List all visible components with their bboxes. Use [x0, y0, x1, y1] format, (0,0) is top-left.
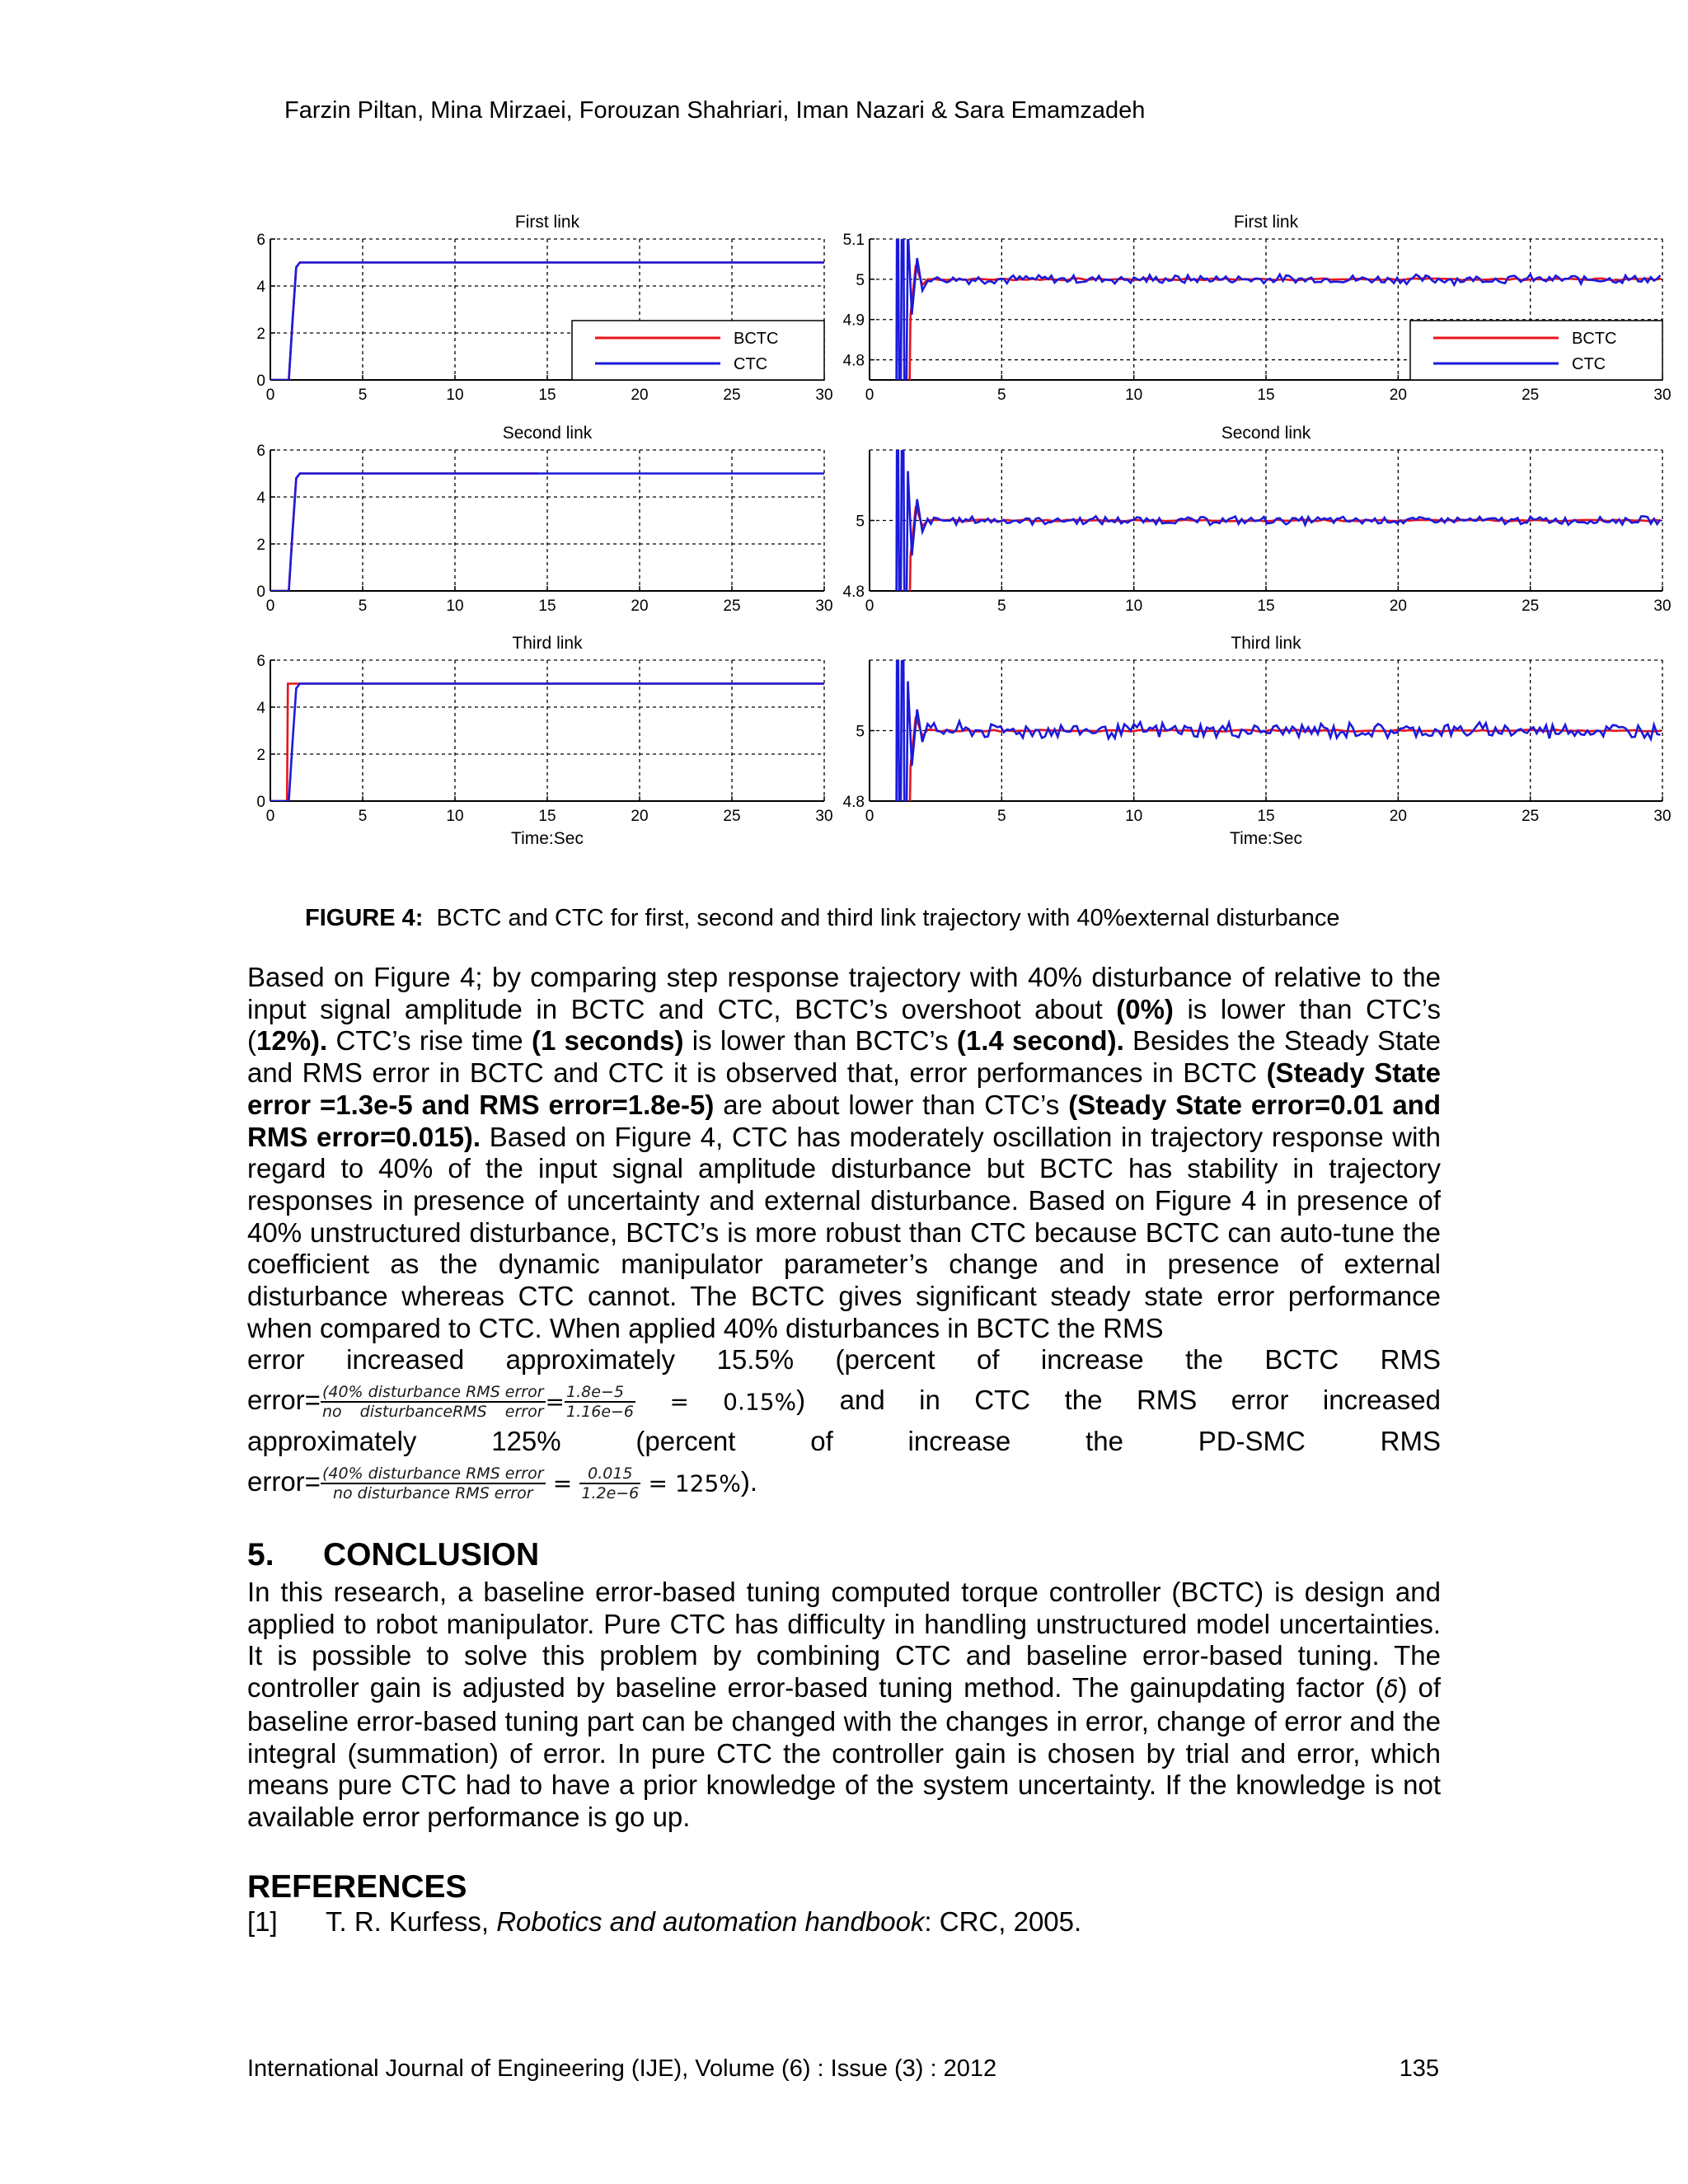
x-tick-label: 0 [865, 598, 874, 615]
x-tick-label: 15 [538, 387, 556, 404]
x-tick-label: 30 [1653, 808, 1672, 825]
results-paragraph: Based on Figure 4; by comparing step response trajectory with 40% disturbance of relative to the input signal amplitude in BCTC and CTC, BCTC’s overshoot about (0%) is lower than CTC’s (12%). CTC’s rise time (1 seconds) is lower than BCTC’s (1.4 second). Besides the Steady State and RMS error in BCTC and CTC it is observed that, error performances in BCTC (Steady State error =1.3e-5 and RMS error=1.8e-5) are about lower than CTC’s (Steady State error=0.01 and RMS error=0.015). Based on Figure 4, CTC has moderately oscillation in trajectory response with regard to 40% of the input signal amplitude disturbance but BCTC has stability in trajectory responses in presence of uncertainty and external disturbance. Based on Figure 4 in presence of 40% unstructured disturbance, BCTC’s is more robust than CTC because BCTC can auto-tune the coefficient as the dynamic manipulator parameter’s change and in presence of external disturbance whereas CTC cannot. The BCTC gives significant steady state error performance when compared to CTC. When applied 40% disturbances in BCTC the RMS error increased approximately 15.5% (percent of increase the BCTC RMS error= $\frac{\text{(40\% disturbance RMS error}}{\text{no disturbanceRMS error}}$ = $\frac{1.8e-5}{1.16e-6}$ = 0.15%) and in CTC the RMS error increased approximately 125% (percent of increase the PD-SMC RMS error= $\frac{\text{(40\% disturbance RMS error}}{\text{no disturbance RMS error}}$ = $\frac{0.015}{1.2e-6}$ = 125%). [247, 962, 1441, 1507]
fraction-2a: $\frac{\text{(40\% disturbance RMS error}}{\text{no disturbance RMS error}}$ [321, 1465, 544, 1503]
y-tick-label: 4 [256, 700, 265, 717]
x-tick-label: 30 [815, 387, 833, 404]
y-tick-label: 4 [256, 279, 265, 296]
x-tick-label: 5 [997, 808, 1006, 825]
series-line-ctc [870, 98, 1660, 521]
y-tick-label: 0 [256, 583, 265, 601]
x-tick-label: 25 [1522, 808, 1540, 825]
rms-equation-2: error= $\frac{\text{(40\% disturbance RMS error}}{\text{no disturbance RMS error}}$ = $\frac{0.015}{1.2e-6}$ = 125%). [247, 1465, 758, 1503]
series-group [870, 98, 1661, 521]
y-tick-label: 2 [256, 537, 265, 554]
x-axis-label: Time:Sec [511, 829, 584, 848]
x-tick-label: 15 [538, 598, 556, 615]
x-axis-label: Time:Sec [1230, 829, 1302, 848]
reference-item: [1] T. R. Kurfess, Robotics and automation handbook: CRC, 2005. [247, 1906, 1082, 1937]
delta-symbol: δ [1384, 1675, 1399, 1704]
x-tick-label: 5 [358, 598, 368, 615]
series-line-bctc [870, 506, 1661, 732]
footer-journal: International Journal of Engineering (IJE), Volume (6) : Issue (3) : 2012 [247, 2055, 997, 2082]
y-tick-label: 4.8 [842, 352, 865, 370]
x-tick-label: 10 [446, 808, 464, 825]
y-tick-label: 2 [256, 747, 265, 764]
x-tick-label: 0 [265, 387, 275, 404]
y-tick-label: 0 [256, 373, 265, 390]
legend-label-ctc: CTC [1572, 355, 1606, 373]
section-heading-conclusion: 5. CONCLUSION [247, 1537, 540, 1572]
chart-title: Third link [512, 634, 583, 653]
chart-panel-right-bottom [843, 519, 1672, 942]
figure-4 [239, 198, 1672, 857]
legend-box [572, 321, 824, 380]
figure-caption [305, 905, 1340, 932]
chart-panel-left-middle [256, 424, 832, 615]
legend-box [1410, 321, 1662, 380]
chart-title: Third link [1231, 634, 1301, 653]
x-tick-label: 0 [265, 808, 275, 825]
x-tick-label: 20 [1389, 808, 1407, 825]
x-tick-label: 10 [446, 387, 464, 404]
y-tick-label: 5 [856, 513, 865, 531]
rms-line-b: approximately 125% (percent of increase the PD-SMC RMS [247, 1426, 1441, 1457]
x-tick-label: 25 [1522, 598, 1540, 615]
x-tick-label: 10 [1125, 387, 1143, 404]
y-tick-label: 4 [256, 490, 265, 507]
chart-panel-left-bottom [256, 634, 832, 848]
legend-label-ctc: CTC [734, 355, 768, 373]
x-tick-label: 30 [815, 808, 833, 825]
x-tick-label: 0 [865, 808, 874, 825]
x-tick-label: 5 [997, 387, 1006, 404]
x-tick-label: 30 [1653, 598, 1672, 615]
rms-equation-1: error= $\frac{\text{(40\% disturbance RMS error}}{\text{no disturbanceRMS error}}$ = $\frac{1.8e-5}{1.16e-6}$ = 0.15%) and in CTC the RMS error increased [247, 1383, 1442, 1422]
x-tick-label: 25 [723, 598, 741, 615]
conclusion-paragraph: In this research, a baseline error-based tuning computed torque controller (BCTC) is design and applied to robot manipulator. Pure CTC has difficulty in handling unstructured model uncertainties. It is possible to solve this problem by combining CTC and baseline error-based tuning. The controller gain is adjusted by baseline error-based tuning method. The gainupdating factor (δ) of baseline error-based tuning part can be changed with the changes in error, change of error and the integral (summation) of error. In pure CTC the controller gain is chosen by trial and error, which means pure CTC had to have a prior knowledge of the system uncertainty. If the knowledge is not available error performance is go up. [247, 1577, 1441, 1832]
fraction-2b: $\frac{0.015}{1.2e-6}$ [581, 1465, 640, 1503]
y-tick-label: 4.8 [842, 583, 865, 601]
x-tick-label: 20 [631, 387, 649, 404]
series-group [870, 519, 1661, 942]
chart-panel-right-top [843, 98, 1672, 521]
footer-page-number: 135 [1399, 2055, 1439, 2082]
x-tick-label: 30 [1653, 387, 1672, 404]
caption-text: BCTC and CTC for first, second and third link trajectory with 40%external disturbance [436, 905, 1340, 931]
legend-label-bctc: BCTC [1572, 330, 1617, 348]
fraction-1b: $\frac{1.8e-5}{1.16e-6}$ [566, 1383, 635, 1422]
x-tick-label: 25 [723, 387, 741, 404]
x-tick-label: 5 [997, 598, 1006, 615]
references-heading: REFERENCES [247, 1869, 467, 1905]
chart-title: First link [1233, 213, 1299, 232]
x-tick-label: 10 [1125, 598, 1143, 615]
y-tick-label: 2 [256, 326, 265, 343]
x-tick-label: 25 [723, 808, 741, 825]
running-header: Farzin Piltan, Mina Mirzaei, Forouzan Shahriari, Iman Nazari & Sara Emamzadeh [284, 97, 1146, 124]
y-tick-label: 6 [256, 232, 265, 249]
x-tick-label: 5 [358, 387, 368, 404]
y-tick-label: 5 [856, 271, 865, 289]
chart-title: Second link [502, 424, 593, 443]
x-tick-label: 20 [631, 598, 649, 615]
y-tick-label: 5 [856, 723, 865, 741]
x-tick-label: 20 [1389, 598, 1407, 615]
x-tick-label: 25 [1522, 387, 1540, 404]
x-tick-label: 20 [1389, 387, 1407, 404]
figure-4-plots [239, 198, 1672, 857]
x-tick-label: 15 [1257, 808, 1275, 825]
x-tick-label: 15 [1257, 598, 1275, 615]
x-tick-label: 10 [446, 598, 464, 615]
y-tick-label: 6 [256, 653, 265, 670]
series-line-bctc [270, 474, 538, 592]
x-tick-label: 5 [358, 808, 368, 825]
y-tick-label: 4.8 [842, 794, 865, 811]
y-tick-label: 0 [256, 794, 265, 811]
y-tick-label: 5.1 [842, 232, 865, 249]
x-tick-label: 10 [1125, 808, 1143, 825]
chart-title: Second link [1221, 424, 1311, 443]
fraction-1a: $\frac{\text{(40\% disturbance RMS error}}{\text{no disturbanceRMS error}}$ [321, 1383, 544, 1422]
x-tick-label: 30 [815, 598, 833, 615]
y-tick-label: 6 [256, 443, 265, 460]
rms-line-a: error increased approximately 15.5% (percent of increase the BCTC RMS [247, 1344, 1441, 1376]
legend-label-bctc: BCTC [734, 330, 779, 348]
x-tick-label: 0 [265, 598, 275, 615]
x-tick-label: 20 [631, 808, 649, 825]
y-tick-label: 4.9 [842, 312, 865, 330]
x-tick-label: 0 [865, 387, 874, 404]
x-tick-label: 15 [538, 808, 556, 825]
chart-panel-left-top [256, 213, 832, 404]
chart-title: First link [514, 213, 580, 232]
caption-label: FIGURE 4: [305, 905, 424, 931]
x-tick-label: 15 [1257, 387, 1275, 404]
